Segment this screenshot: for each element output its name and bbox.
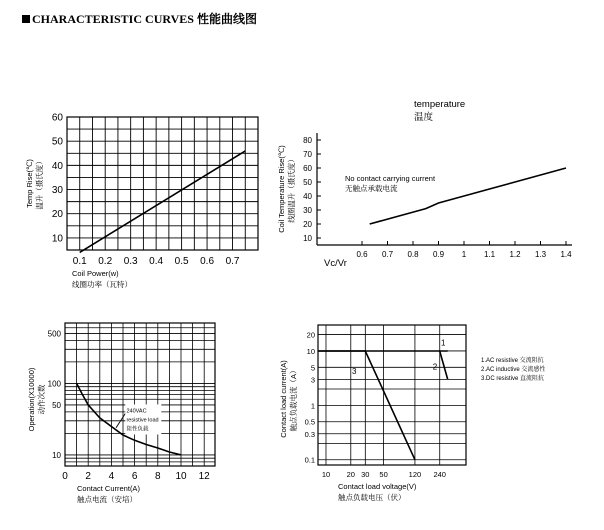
x-tick-label: 0.4 [149, 256, 164, 267]
y-tick-label: 40 [51, 160, 63, 172]
y-tick-label: 0.1 [304, 455, 315, 465]
chart-title: temperature [414, 99, 466, 110]
y-axis-title-cn: 线圈温升（摄氏度） [287, 155, 296, 223]
annotation-text: No contact carrying current [345, 174, 436, 183]
y-tick-label: 20 [51, 209, 63, 221]
square-bullet-icon [22, 15, 30, 23]
x-tick-label: 240 [433, 470, 446, 479]
y-tick-label: 30 [303, 206, 312, 215]
y-tick-label: 500 [47, 329, 61, 339]
legend-item: 3.DC resistive 直流阻抗 [481, 376, 545, 382]
x-tick-label: 1.3 [534, 250, 547, 259]
y-axis-title: Operation(X10000) [27, 367, 36, 432]
x-tick-label: 0.6 [356, 250, 368, 259]
x-tick-label: 0.7 [381, 250, 394, 259]
y-tick-label: 5 [310, 363, 315, 373]
x-tick-label: 30 [361, 470, 370, 479]
x-tick-label: 1.2 [509, 250, 521, 259]
x-axis-title: Contact Current(A) [77, 484, 140, 493]
curve-label-1: 1 [441, 338, 446, 348]
x-tick-label: 0.2 [98, 256, 113, 267]
page-title-text: CHARACTERISTIC CURVES 性能曲线图 [32, 12, 257, 26]
x-tick-label: 4 [108, 471, 115, 482]
y-axis-title: Temp Rise(℃) [25, 159, 34, 208]
y-axis-title-cn: 动作次数 [37, 384, 46, 415]
y-tick-label: 60 [303, 164, 312, 173]
curve-label-2: 2 [432, 362, 438, 372]
contact-load-chart [272, 315, 592, 525]
chart-title-cn: 温度 [414, 112, 434, 123]
y-axis-title: Contact load current(A) [279, 360, 288, 438]
y-tick-label: 20 [306, 330, 315, 340]
y-tick-label: 50 [52, 400, 61, 410]
x-axis-title-cn: 触点电流（安培） [77, 495, 137, 504]
annotation-text-cn: 无触点承载电流 [345, 184, 398, 193]
legend-line-1: 240VAC [126, 408, 147, 415]
x-tick-label: 0.5 [174, 256, 189, 267]
x-axis-title-cn: 触点负载电压（伏） [338, 493, 406, 502]
x-tick-label: 10 [175, 471, 187, 482]
y-tick-label: 10 [303, 234, 312, 243]
y-tick-label: 10 [51, 233, 63, 245]
y-tick-label: 80 [303, 136, 312, 145]
y-tick-label: 20 [303, 220, 312, 229]
temp-rise-chart [20, 100, 280, 300]
y-axis-title-cn: 温升（摄氏度） [35, 157, 44, 210]
x-tick-label: 0.8 [407, 250, 419, 259]
x-tick-label: 10 [321, 470, 331, 479]
operations-chart [20, 315, 280, 525]
coil-temp-rise-chart [272, 95, 592, 275]
x-tick-label: 0.3 [123, 256, 138, 267]
x-tick-label: 1.1 [483, 250, 496, 259]
legend-item: 2.AC inductive 交流感性 [481, 367, 546, 373]
y-tick-label: 50 [303, 178, 312, 187]
x-tick-label: 0 [62, 471, 68, 482]
x-tick-label: 20 [346, 470, 355, 479]
load-curve-2 [440, 351, 448, 379]
y-tick-label: 100 [47, 379, 61, 389]
x-axis-title: Vc/Vr [324, 258, 347, 269]
x-tick-label: 1 [461, 250, 467, 259]
x-axis-title-cn: 线圈功率（瓦特） [72, 280, 132, 289]
y-tick-label: 40 [303, 192, 312, 201]
y-tick-label: 10 [52, 450, 61, 460]
x-tick-label: 2 [85, 471, 91, 482]
y-tick-label: 50 [51, 136, 63, 148]
x-axis-title: Contact load voltage(V) [338, 482, 417, 491]
y-axis-title-cn: 触点负载电流（A） [289, 366, 298, 432]
legend-line-3: 阻性负载 [126, 426, 149, 433]
page-title [22, 10, 257, 27]
y-tick-label: 3 [310, 375, 315, 385]
y-tick-label: 0.3 [304, 429, 315, 439]
x-tick-label: 120 [408, 470, 422, 479]
y-tick-label: 70 [303, 150, 312, 159]
x-tick-label: 8 [155, 471, 161, 482]
x-tick-label: 0.1 [72, 256, 87, 267]
plot-frame [67, 117, 258, 250]
legend-item: 1.AC resistive 交流阻抗 [481, 358, 544, 364]
y-tick-label: 10 [306, 346, 315, 356]
y-axis-title: Coil Temperature Rise(℃) [277, 145, 286, 233]
y-tick-label: 0.5 [304, 417, 315, 427]
legend-line-2: resistive load [126, 417, 159, 424]
x-tick-label: 6 [131, 471, 138, 482]
x-tick-label: 50 [379, 470, 388, 479]
y-tick-label: 30 [51, 185, 63, 197]
curve-label-3: 3 [351, 366, 357, 376]
y-tick-label: 1 [310, 401, 315, 411]
x-tick-label: 0.6 [200, 256, 215, 267]
y-tick-label: 60 [51, 112, 63, 124]
x-axis-title: Coil Power(w) [72, 269, 119, 278]
x-tick-label: 0.7 [225, 256, 240, 267]
x-tick-label: 12 [198, 471, 210, 482]
x-tick-label: 1.4 [560, 250, 572, 259]
x-tick-label: 0.9 [432, 250, 445, 259]
